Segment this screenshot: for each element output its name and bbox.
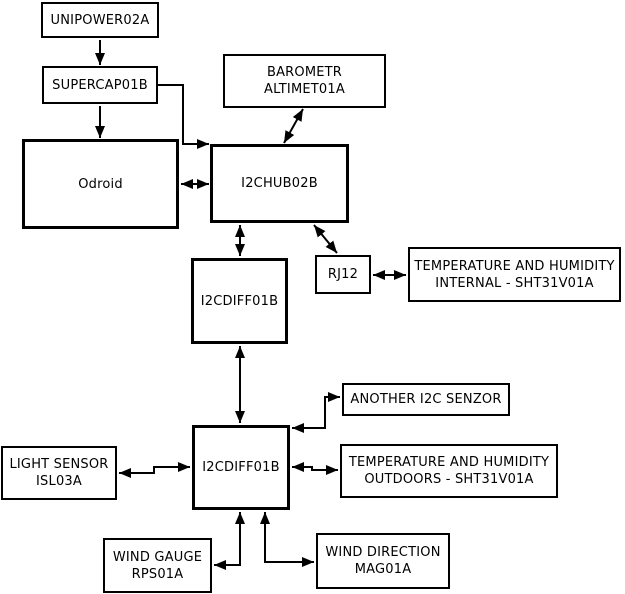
arrow-i2cdiff-lower-wind-direction — [265, 512, 314, 562]
arrow-i2chub-rj12 — [314, 225, 337, 253]
node-barometr-label-line2: ALTIMET01A — [264, 82, 345, 97]
node-unipower-label: UNIPOWER02A — [50, 12, 150, 28]
node-rj12-label: RJ12 — [327, 267, 359, 282]
node-temp-internal-label-line2: INTERNAL - SHT31V01A — [435, 275, 594, 291]
node-odroid — [22, 139, 179, 229]
node-light-sensor-label-line1: LIGHT SENSOR — [9, 457, 109, 472]
node-i2cdiff-lower-label: I2CDIFF01B — [202, 460, 280, 475]
node-wind-gauge — [103, 538, 212, 593]
node-temp-outdoors — [340, 444, 558, 498]
node-temp-internal-label-line1: TEMPERATURE AND HUMIDITY — [414, 258, 615, 274]
node-barometr-label-line1: BAROMETR — [266, 65, 343, 80]
node-barometr — [223, 54, 386, 108]
node-wind-gauge-label-line2: RPS01A — [131, 566, 184, 582]
node-supercap — [42, 66, 158, 104]
node-i2cdiff-upper — [191, 258, 288, 344]
arrow-i2cdiff-lower-wind-gauge — [214, 512, 240, 565]
node-rj12 — [315, 255, 371, 294]
arrow-barometr-i2chub — [284, 109, 303, 143]
arrow-i2cdiff-lower-another-sensor — [292, 397, 340, 428]
node-light-sensor — [1, 446, 117, 500]
node-temp-outdoors-label-line1: TEMPERATURE AND HUMIDITY — [348, 455, 550, 470]
node-i2chub — [210, 144, 349, 223]
node-another-sensor-label: ANOTHER I2C SENZOR — [350, 392, 502, 407]
node-i2cdiff-upper-label: I2CDIFF01B — [200, 293, 279, 309]
node-wind-direction-label-line1: WIND DIRECTION — [325, 545, 441, 560]
node-wind-direction-label-line2: MAG01A — [354, 562, 412, 577]
arrow-i2cdiff-lower-temp-outdoors — [292, 467, 338, 470]
node-i2chub-label: I2CHUB02B — [241, 176, 318, 191]
node-wind-direction — [316, 533, 450, 589]
node-temp-outdoors-label-line2: OUTDOORS - SHT31V01A — [364, 472, 534, 487]
node-unipower — [41, 2, 159, 38]
node-light-sensor-label-line2: ISL03A — [36, 474, 82, 489]
arrow-light-sensor-i2cdiff-lower — [119, 467, 190, 473]
node-supercap-label: SUPERCAP01B — [52, 77, 148, 93]
node-i2cdiff-lower — [192, 425, 290, 510]
node-another-sensor — [342, 383, 510, 416]
node-odroid-label: Odroid — [78, 176, 123, 192]
arrow-supercap-to-i2chub — [158, 85, 209, 144]
node-temp-internal — [408, 247, 621, 302]
node-wind-gauge-label-line1: WIND GAUGE — [112, 549, 203, 565]
